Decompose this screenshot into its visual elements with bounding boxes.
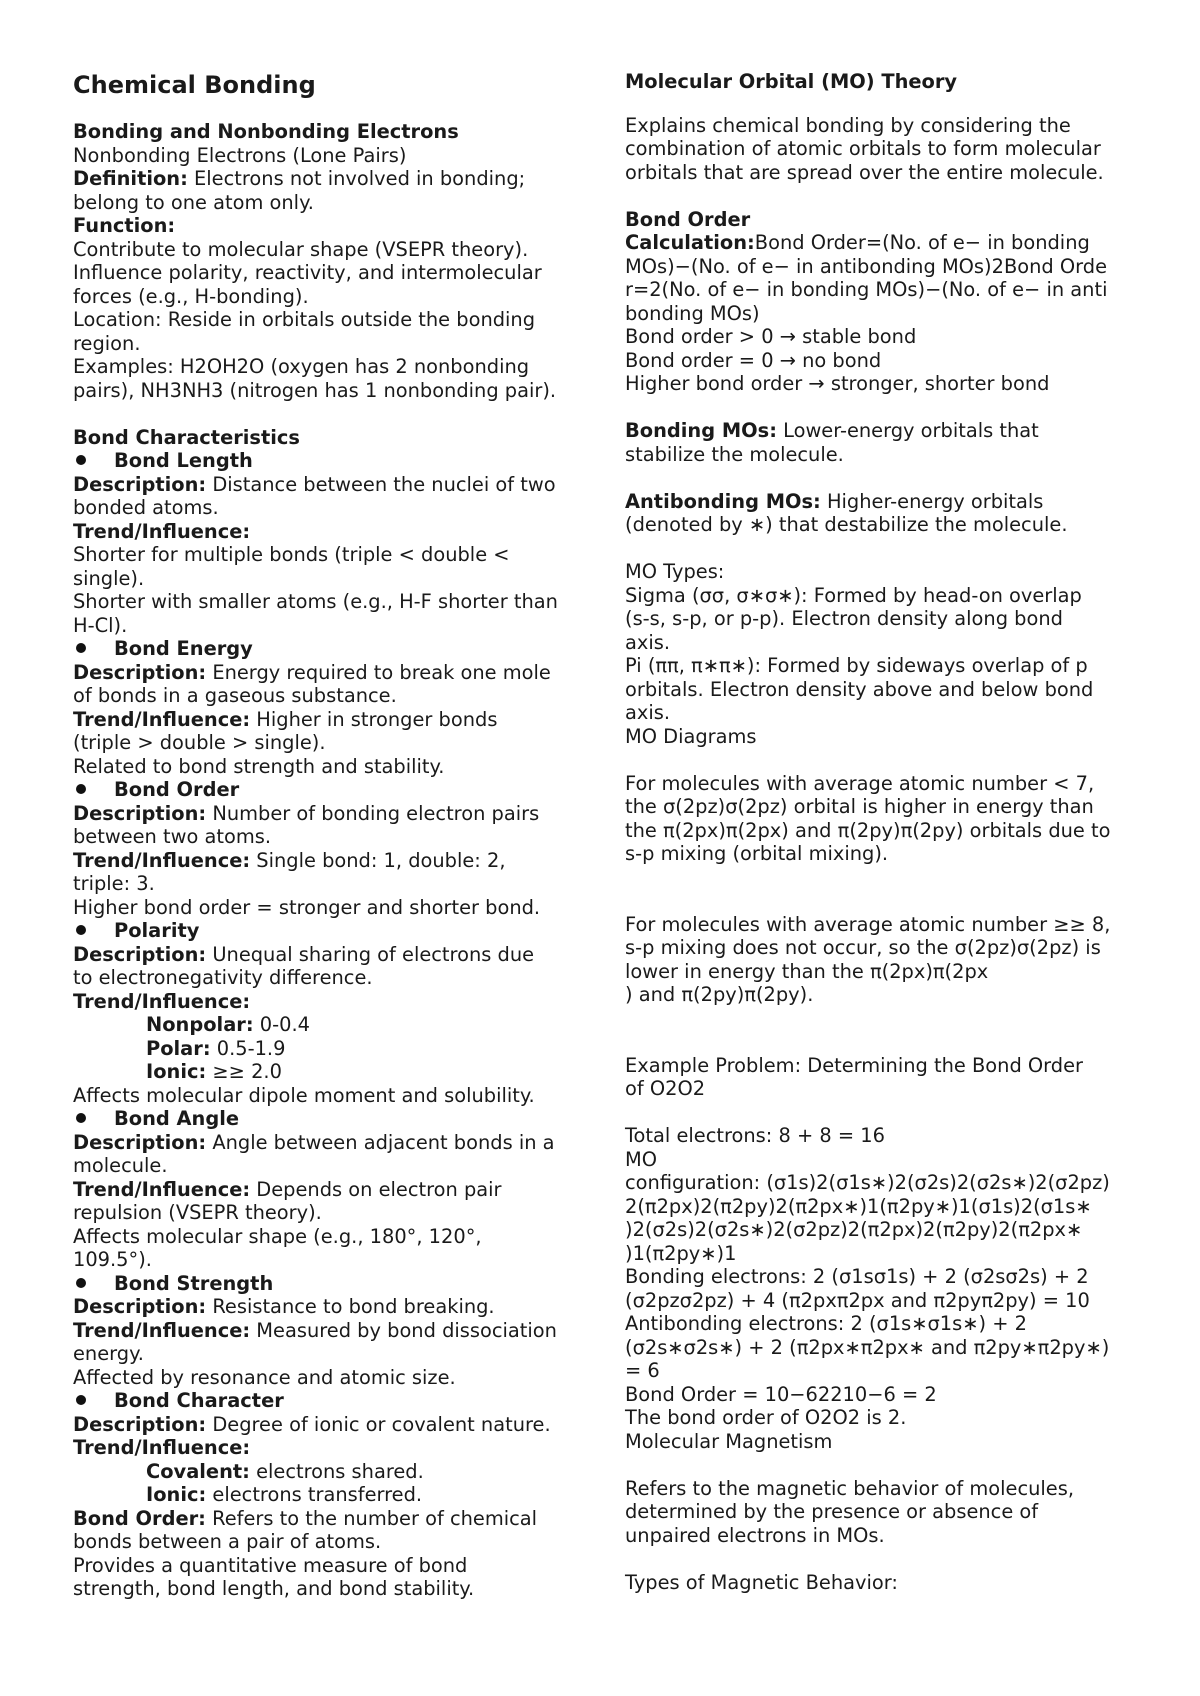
text-line: s-p mixing does not occur, so the σ(2pz)σ(2pz) is <box>625 936 1101 959</box>
text-line: stabilize the molecule. <box>625 442 844 466</box>
text-line: 109.5°). <box>73 1248 152 1271</box>
text-line: between two atoms. <box>73 825 272 848</box>
text-line: pairs), NH3NH3 (nitrogen has 1 nonbonding pair). <box>73 378 557 402</box>
text-line: Trend/Influence: Single bond: 1, double: 2, <box>73 848 506 872</box>
text-line: (σ2pzσ2pz) + 4 (π2pxπ2px and π2pyπ2py) = 10 <box>625 1288 1090 1312</box>
bullet-icon <box>76 643 86 653</box>
antibonding-mos: Antibonding MOs: Higher-energy orbitals <box>625 489 1044 513</box>
bullet-item-polarity: Polarity <box>73 919 593 943</box>
text-line: )2(σ2s)2(σ2s∗)2(σ2pz)2(π2px)2(π2py)2(π2px∗ <box>625 1218 1083 1241</box>
text-line: Bond order = 0 → no bond <box>625 348 882 372</box>
text-line: unpaired electrons in MOs. <box>625 1523 885 1547</box>
mo-diagrams-heading: MO Diagrams <box>625 724 757 748</box>
text-line: of O2O2 <box>625 1077 706 1100</box>
bullet-icon <box>76 455 86 465</box>
character-covalent: Covalent: electrons shared. <box>146 1459 424 1483</box>
text-line: Bond Order = 10−62210−6 = 2 <box>625 1382 937 1406</box>
text-line: repulsion (VSEPR theory). <box>73 1201 322 1224</box>
text-line: Bond order > 0 → stable bond <box>625 325 917 348</box>
text-line: The bond order of O2O2 is 2. <box>625 1406 907 1429</box>
right-column <box>625 70 1135 1594</box>
text-line: r=2(No. of e− in bonding MOs)−(No. of e− in anti <box>625 278 1108 301</box>
text-line: Examples: H2OH2O (oxygen has 2 nonbonding <box>73 355 530 378</box>
bullet-item-bond-character: Bond Character <box>73 1389 593 1413</box>
text-line: (σ2s∗σ2s∗) + 2 (π2px∗π2px∗ and π2py∗π2py∗) <box>625 1335 1110 1359</box>
text-line: Trend/Influence: <box>73 519 251 543</box>
text-line: H-Cl). <box>73 613 128 637</box>
left-column <box>73 70 593 1601</box>
text-line: bonding MOs) <box>625 301 760 325</box>
bond-order-definition: Bond Order: Refers to the number of chemical <box>73 1506 538 1530</box>
text-line: molecule. <box>73 1154 168 1177</box>
text-line: Explains chemical bonding by considering the <box>625 113 1071 137</box>
text-line: Trend/Influence: Higher in stronger bonds <box>73 707 498 731</box>
magnetism-heading: Molecular Magnetism <box>625 1429 833 1453</box>
text-line: combination of atomic orbitals to form molecular <box>625 137 1101 160</box>
text-line: Pi (ππ, π∗π∗): Formed by sideways overlap of p <box>625 654 1088 677</box>
text-line: the σ(2pz)σ(2pz) orbital is higher in energy than <box>625 795 1094 818</box>
text-line: For molecules with average atomic number < 7, <box>625 771 1095 795</box>
text-line: Sigma (σσ, σ∗σ∗): Formed by head-on overlap <box>625 583 1082 607</box>
section-heading-mo-theory: Molecular Orbital (MO) Theory <box>625 70 958 93</box>
text-line: lower in energy than the π(2px)π(2px <box>625 959 989 983</box>
text-line: Affects molecular dipole moment and solubility. <box>73 1083 535 1107</box>
text-line: axis. <box>625 701 671 724</box>
section-heading-characteristics: Bond Characteristics <box>73 425 300 449</box>
page-title: Chemical Bonding <box>73 71 316 99</box>
bullet-item-bond-length: Bond Length <box>73 449 593 473</box>
text-line: 2(π2px)2(π2py)2(π2px∗)1(π2py∗)1(σ1s)2(σ1s∗ <box>625 1194 1092 1218</box>
text-line: the π(2px)π(2px) and π(2py)π(2py) orbitals due to <box>625 818 1111 842</box>
text-line: Description: Resistance to bond breaking. <box>73 1295 495 1318</box>
text-line: forces (e.g., H-bonding). <box>73 284 309 308</box>
text-line: Bonding electrons: 2 (σ1sσ1s) + 2 (σ2sσ2s) + 2 <box>625 1265 1089 1288</box>
text-line: single). <box>73 566 145 590</box>
text-line: (s-s, s-p, or p-p). Electron density along bond <box>625 607 1063 630</box>
text-line: Description: Number of bonding electron pairs <box>73 801 540 825</box>
text-line: Shorter with smaller atoms (e.g., H-F shorter than <box>73 590 558 613</box>
text-line: of bonds in a gaseous substance. <box>73 684 397 707</box>
bonding-mos: Bonding MOs: Lower-energy orbitals that <box>625 419 1039 442</box>
text-line: orbitals that are spread over the entire molecule. <box>625 160 1104 184</box>
text-line: = 6 <box>625 1359 660 1382</box>
text-line: Shorter for multiple bonds (triple < double < <box>73 543 510 566</box>
text-line: Description: Angle between adjacent bonds in a <box>73 1130 555 1154</box>
bullet-item-bond-energy: Bond Energy <box>73 637 593 661</box>
text-line: Description: Distance between the nuclei of two <box>73 472 556 496</box>
polarity-ionic: Ionic: ≥≥ 2.0 <box>146 1060 282 1083</box>
text-line: bonds between a pair of atoms. <box>73 1530 382 1553</box>
text-line: Contribute to molecular shape (VSEPR theory). <box>73 237 529 261</box>
text-line: belong to one atom only. <box>73 190 314 214</box>
text-line: Higher bond order = stronger and shorter bond. <box>73 895 541 919</box>
text-line: Affects molecular shape (e.g., 180°, 120°, <box>73 1224 482 1248</box>
text-line: Location: Reside in orbitals outside the bonding <box>73 308 536 331</box>
text-line: Description: Energy required to break one mole <box>73 660 551 684</box>
bullet-item-bond-order: Bond Order <box>73 778 593 802</box>
text-line: Provides a quantitative measure of bond <box>73 1553 468 1577</box>
example-heading: Example Problem: Determining the Bond Order <box>625 1053 1084 1077</box>
polarity-nonpolar: Nonpolar: 0-0.4 <box>146 1013 310 1036</box>
character-ionic: Ionic: electrons transferred. <box>146 1483 423 1506</box>
nonbonding-definition: Definition: Electrons not involved in bonding; <box>73 167 526 190</box>
text-line: triple: 3. <box>73 872 155 895</box>
text-line: Influence polarity, reactivity, and intermolecular <box>73 261 542 284</box>
text-line: Trend/Influence: Measured by bond dissociation <box>73 1318 557 1342</box>
text-line: energy. <box>73 1342 144 1365</box>
nonbonding-subtitle: Nonbonding Electrons (Lone Pairs) <box>73 143 407 167</box>
bullet-icon <box>76 925 86 935</box>
text-line: MOs)−(No. of e− in antibonding MOs)2Bond Orde <box>625 254 1108 278</box>
bullet-icon <box>76 1395 86 1405</box>
text-line: (denoted by ∗) that destabilize the molecule. <box>625 513 1068 536</box>
bullet-icon <box>76 1278 86 1288</box>
text-line: to electronegativity difference. <box>73 966 373 989</box>
text-line: strength, bond length, and bond stability. <box>73 1577 475 1600</box>
polarity-polar: Polar: 0.5-1.9 <box>146 1036 286 1060</box>
mo-types-heading: MO Types: <box>625 560 725 583</box>
text-line: determined by the presence or absence of <box>625 1500 1039 1523</box>
text-line: Trend/Influence: <box>73 989 251 1013</box>
bullet-item-bond-angle: Bond Angle <box>73 1107 593 1131</box>
text-line: Description: Unequal sharing of electrons due <box>73 942 535 966</box>
text-line: MO <box>625 1147 657 1171</box>
text-line: Total electrons: 8 + 8 = 16 <box>625 1124 885 1147</box>
text-line: (triple > double > single). <box>73 731 326 754</box>
text-line: axis. <box>625 630 671 654</box>
text-line: Affected by resonance and atomic size. <box>73 1365 456 1389</box>
bullet-item-bond-strength: Bond Strength <box>73 1272 593 1296</box>
text-line: Antibonding electrons: 2 (σ1s∗σ1s∗) + 2 <box>625 1312 1027 1335</box>
text-line: Trend/Influence: <box>73 1436 251 1459</box>
bullet-icon <box>76 1113 86 1123</box>
text-line: Higher bond order → stronger, shorter bond <box>625 372 1050 395</box>
text-line: region. <box>73 331 141 355</box>
text-line: Types of Magnetic Behavior: <box>625 1570 898 1594</box>
function-label: Function: <box>73 214 176 237</box>
text-line: For molecules with average atomic number ≥≥ 8, <box>625 912 1111 936</box>
text-line: s-p mixing (orbital mixing). <box>625 842 889 865</box>
bond-order-calculation: Calculation:Bond Order=(No. of e− in bonding <box>625 231 1090 254</box>
section-heading-bond-order: Bond Order <box>625 207 751 231</box>
text-line: Description: Degree of ionic or covalent nature. <box>73 1412 551 1436</box>
text-line: Related to bond strength and stability. <box>73 754 445 778</box>
text-line: configuration: (σ1s)2(σ1s∗)2(σ2s)2(σ2s∗)2(σ2pz) <box>625 1171 1110 1194</box>
text-line: )1(π2py∗)1 <box>625 1241 737 1265</box>
text-line: Refers to the magnetic behavior of molecules, <box>625 1476 1074 1500</box>
text-line: Trend/Influence: Depends on electron pair <box>73 1177 502 1201</box>
text-line: ) and π(2py)π(2py). <box>625 983 814 1006</box>
text-line: orbitals. Electron density above and below bond <box>625 677 1094 701</box>
text-line: bonded atoms. <box>73 496 219 519</box>
bullet-icon <box>76 784 86 794</box>
section-heading-nonbonding: Bonding and Nonbonding Electrons <box>73 120 459 143</box>
